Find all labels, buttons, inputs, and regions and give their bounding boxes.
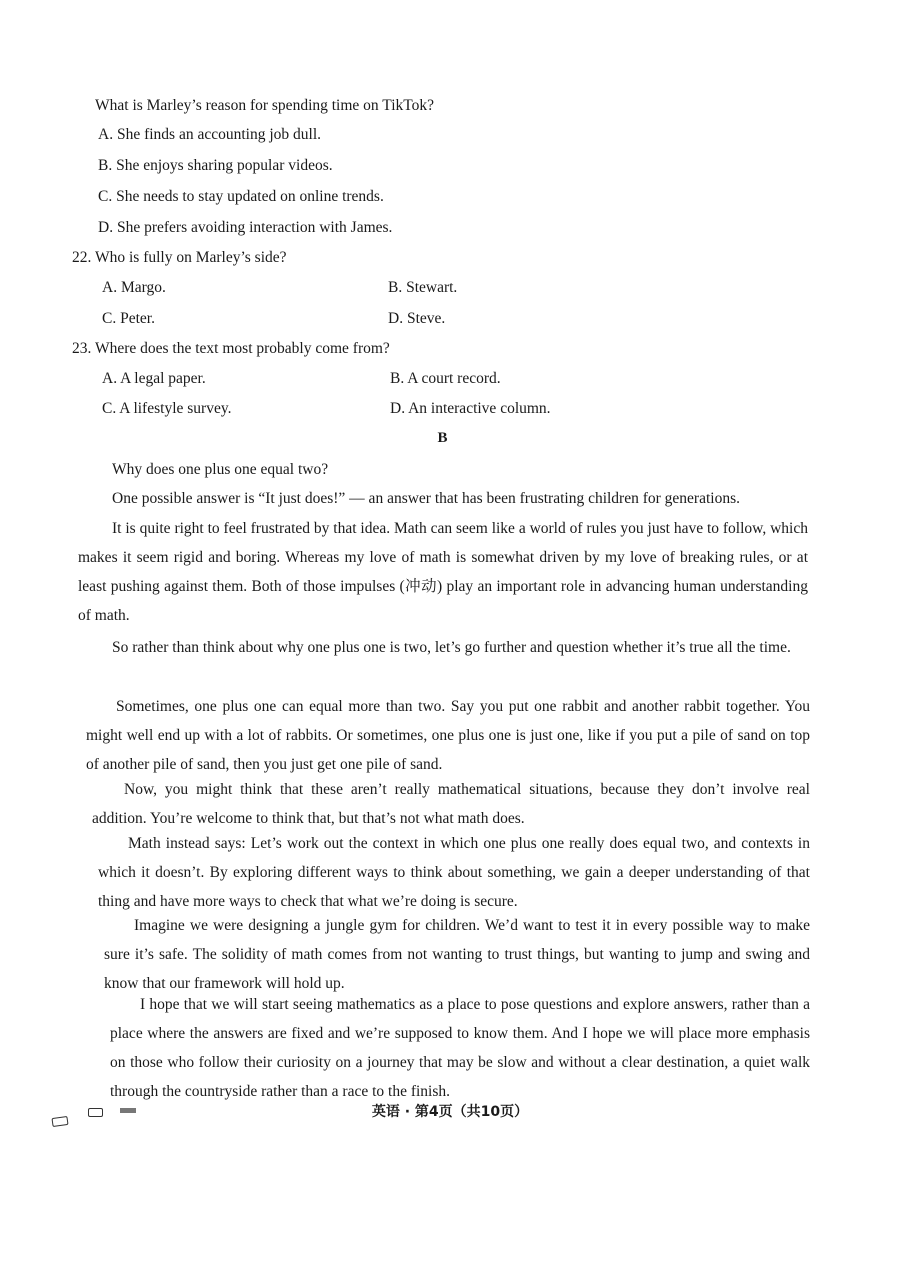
question-22-option-b: B. Stewart. xyxy=(388,279,458,296)
passage-paragraph: Sometimes, one plus one can equal more than two. Say you put one rabbit and another rabbit together. You might well end up with a lot of rabbits. Or sometimes, one plus one is just one, like if you put a pile of sand on top of another pile of sand, then you just get one pile of sand. xyxy=(86,698,810,773)
passage-paragraph: So rather than think about why one plus one is two, let’s go further and question whether it’s true all the time. xyxy=(112,639,791,656)
question-21-option-a: A. She finds an accounting job dull. xyxy=(98,126,321,143)
section-heading: B xyxy=(437,430,448,446)
passage-paragraph: Now, you might think that these aren’t really mathematical situations, because they don’t involve real addition. You’re welcome to think that, but that’s not what math does. xyxy=(92,781,810,827)
question-23-option-c: C. A lifestyle survey. xyxy=(102,400,232,417)
question-23-stem: 23. Where does the text most probably come from? xyxy=(72,340,390,357)
passage-paragraph: Why does one plus one equal two? xyxy=(112,461,329,478)
question-22-option-d: D. Steve. xyxy=(388,310,446,327)
passage-paragraph: Math instead says: Let’s work out the context in which one plus one really does equal two, and contexts in which it doesn’t. By exploring different ways to think about something, we gain a deeper understanding of that thing and have more ways to check that what we’re doing is secure. xyxy=(98,835,810,910)
passage-paragraph: It is quite right to feel frustrated by that idea. Math can seem like a world of rules you just have to follow, which makes it seem rigid and boring. Whereas my love of math is somewhat driven by my love of breaking rules, or at least pushing against them. Both of those impulses (冲动) play an important role in advancing human understanding of math. xyxy=(78,520,808,624)
question-23-option-b: B. A court record. xyxy=(390,370,501,387)
question-23-option-a: A. A legal paper. xyxy=(102,370,206,387)
question-22-stem: 22. Who is fully on Marley’s side? xyxy=(72,249,287,266)
passage-paragraph: One possible answer is “It just does!” — an answer that has been frustrating children for generations. xyxy=(112,490,740,507)
question-21-option-d: D. She prefers avoiding interaction with James. xyxy=(98,219,393,236)
question-21-option-b: B. She enjoys sharing popular videos. xyxy=(98,157,333,174)
passage-paragraph: I hope that we will start seeing mathematics as a place to pose questions and explore answers, rather than a place where the answers are fixed and we’re supposed to know them. And I hope we will place more emphasis on those who follow their curiosity on a journey that may be slow and without a clear destination, a quiet walk through the countryside rather than a race to the finish. xyxy=(110,996,810,1100)
passage-paragraph: Imagine we were designing a jungle gym for children. We’d want to test it in every possible way to make sure it’s safe. The solidity of math comes from not wanting to trust things, but wanting to jump and swing and know that our framework will hold up. xyxy=(104,917,810,992)
question-21-option-c: C. She needs to stay updated on online trends. xyxy=(98,188,384,205)
question-22-option-a: A. Margo. xyxy=(102,279,166,296)
question-21-stem: What is Marley’s reason for spending time on TikTok? xyxy=(95,97,435,114)
question-23-option-d: D. An interactive column. xyxy=(390,400,551,417)
question-22-option-c: C. Peter. xyxy=(102,310,155,327)
page-footer: 英语 · 第4页（共10页） xyxy=(371,1104,529,1120)
